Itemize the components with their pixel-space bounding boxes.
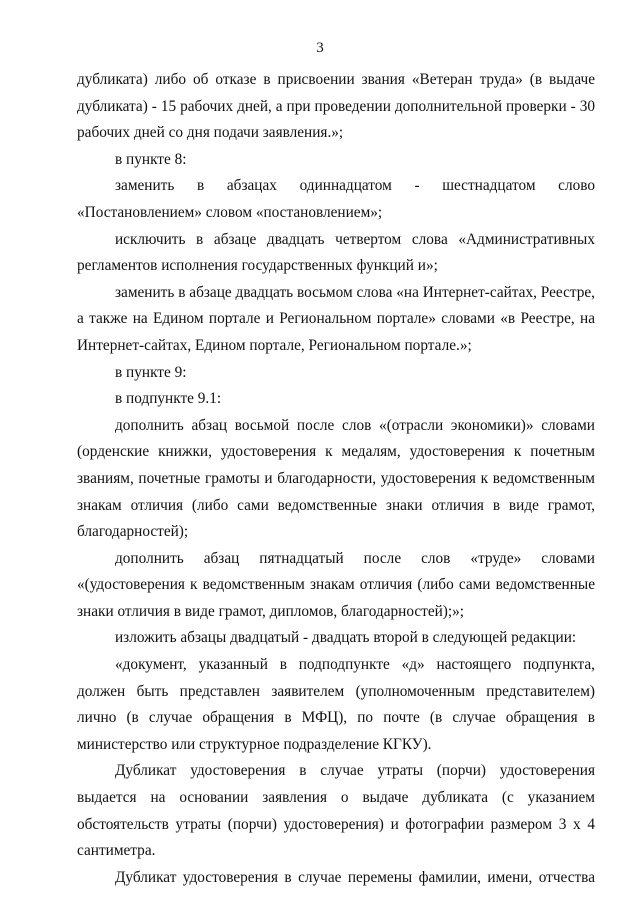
paragraph-8: дополнить абзац восьмой после слов «(отрасли экономики)» словами (орденские книжки, удостоверения к медалям, удостоверения к почетным званиям, почетные грамоты и благодарности, удостоверения к ведомственным знакам отличия (либо сами ведомственные знаки отличия в виде грамот, благодарностей);: [77, 416, 595, 541]
paragraph-2: в пункте 8:: [115, 150, 187, 168]
paragraph-5: заменить в абзаце двадцать восьмом слова «на Интернет-сайтах, Реестре, а также на Едином портале и Региональном портале» словами «в Реестре, на Интернет-сайтах, Едином портале, Региональном портале.»;: [77, 283, 595, 354]
paragraph-1: дубликата) либо об отказе в присвоении звания «Ветеран труда» (в выдаче дубликата) - 15 рабочих дней, а при проведении дополнительной проверки - 30 рабочих дней со дня подачи заявления.»;: [77, 71, 595, 142]
page-number: 3: [316, 40, 324, 56]
paragraph-12: Дубликат удостоверения в случае утраты (порчи) удостоверения выдается на основании заявления о выдаче дубликата (с указанием обстоятельств утраты (порчи) удостоверения) и фотографии размером 3 х 4 сантиметра.: [77, 762, 595, 860]
paragraph-10: изложить абзацы двадцатый - двадцать второй в следующей редакции:: [115, 629, 577, 647]
paragraph-6: в пункте 9:: [115, 363, 187, 381]
paragraph-7: в подпункте 9.1:: [115, 390, 222, 408]
paragraph-4: исключить в абзаце двадцать четвертом слова «Административных регламентов исполнения государственных функций и»;: [77, 230, 595, 275]
paragraph-3: заменить в абзацах одиннадцатом - шестнадцатом слово «Постановлением» словом «постановлением»;: [77, 177, 595, 221]
paragraph-11: «документ, указанный в подподпункте «д» настоящего подпункта, должен быть представлен заявителем (уполномоченным представителем) лично (в случае обращения в МФЦ), по почте (в случае обращения в министерство или структурное подразделение КГКУ).: [77, 656, 595, 753]
paragraph-9: дополнить абзац пятнадцатый после слов «труде» словами «(удостоверения к ведомственным знакам отличия (либо сами ведомственные знаки отличия в виде грамот, дипломов, благодарностей);»;: [77, 549, 595, 620]
paragraph-13: Дубликат удостоверения в случае перемены фамилии, имени, отчества: [115, 868, 595, 886]
document-body: [77, 67, 595, 891]
